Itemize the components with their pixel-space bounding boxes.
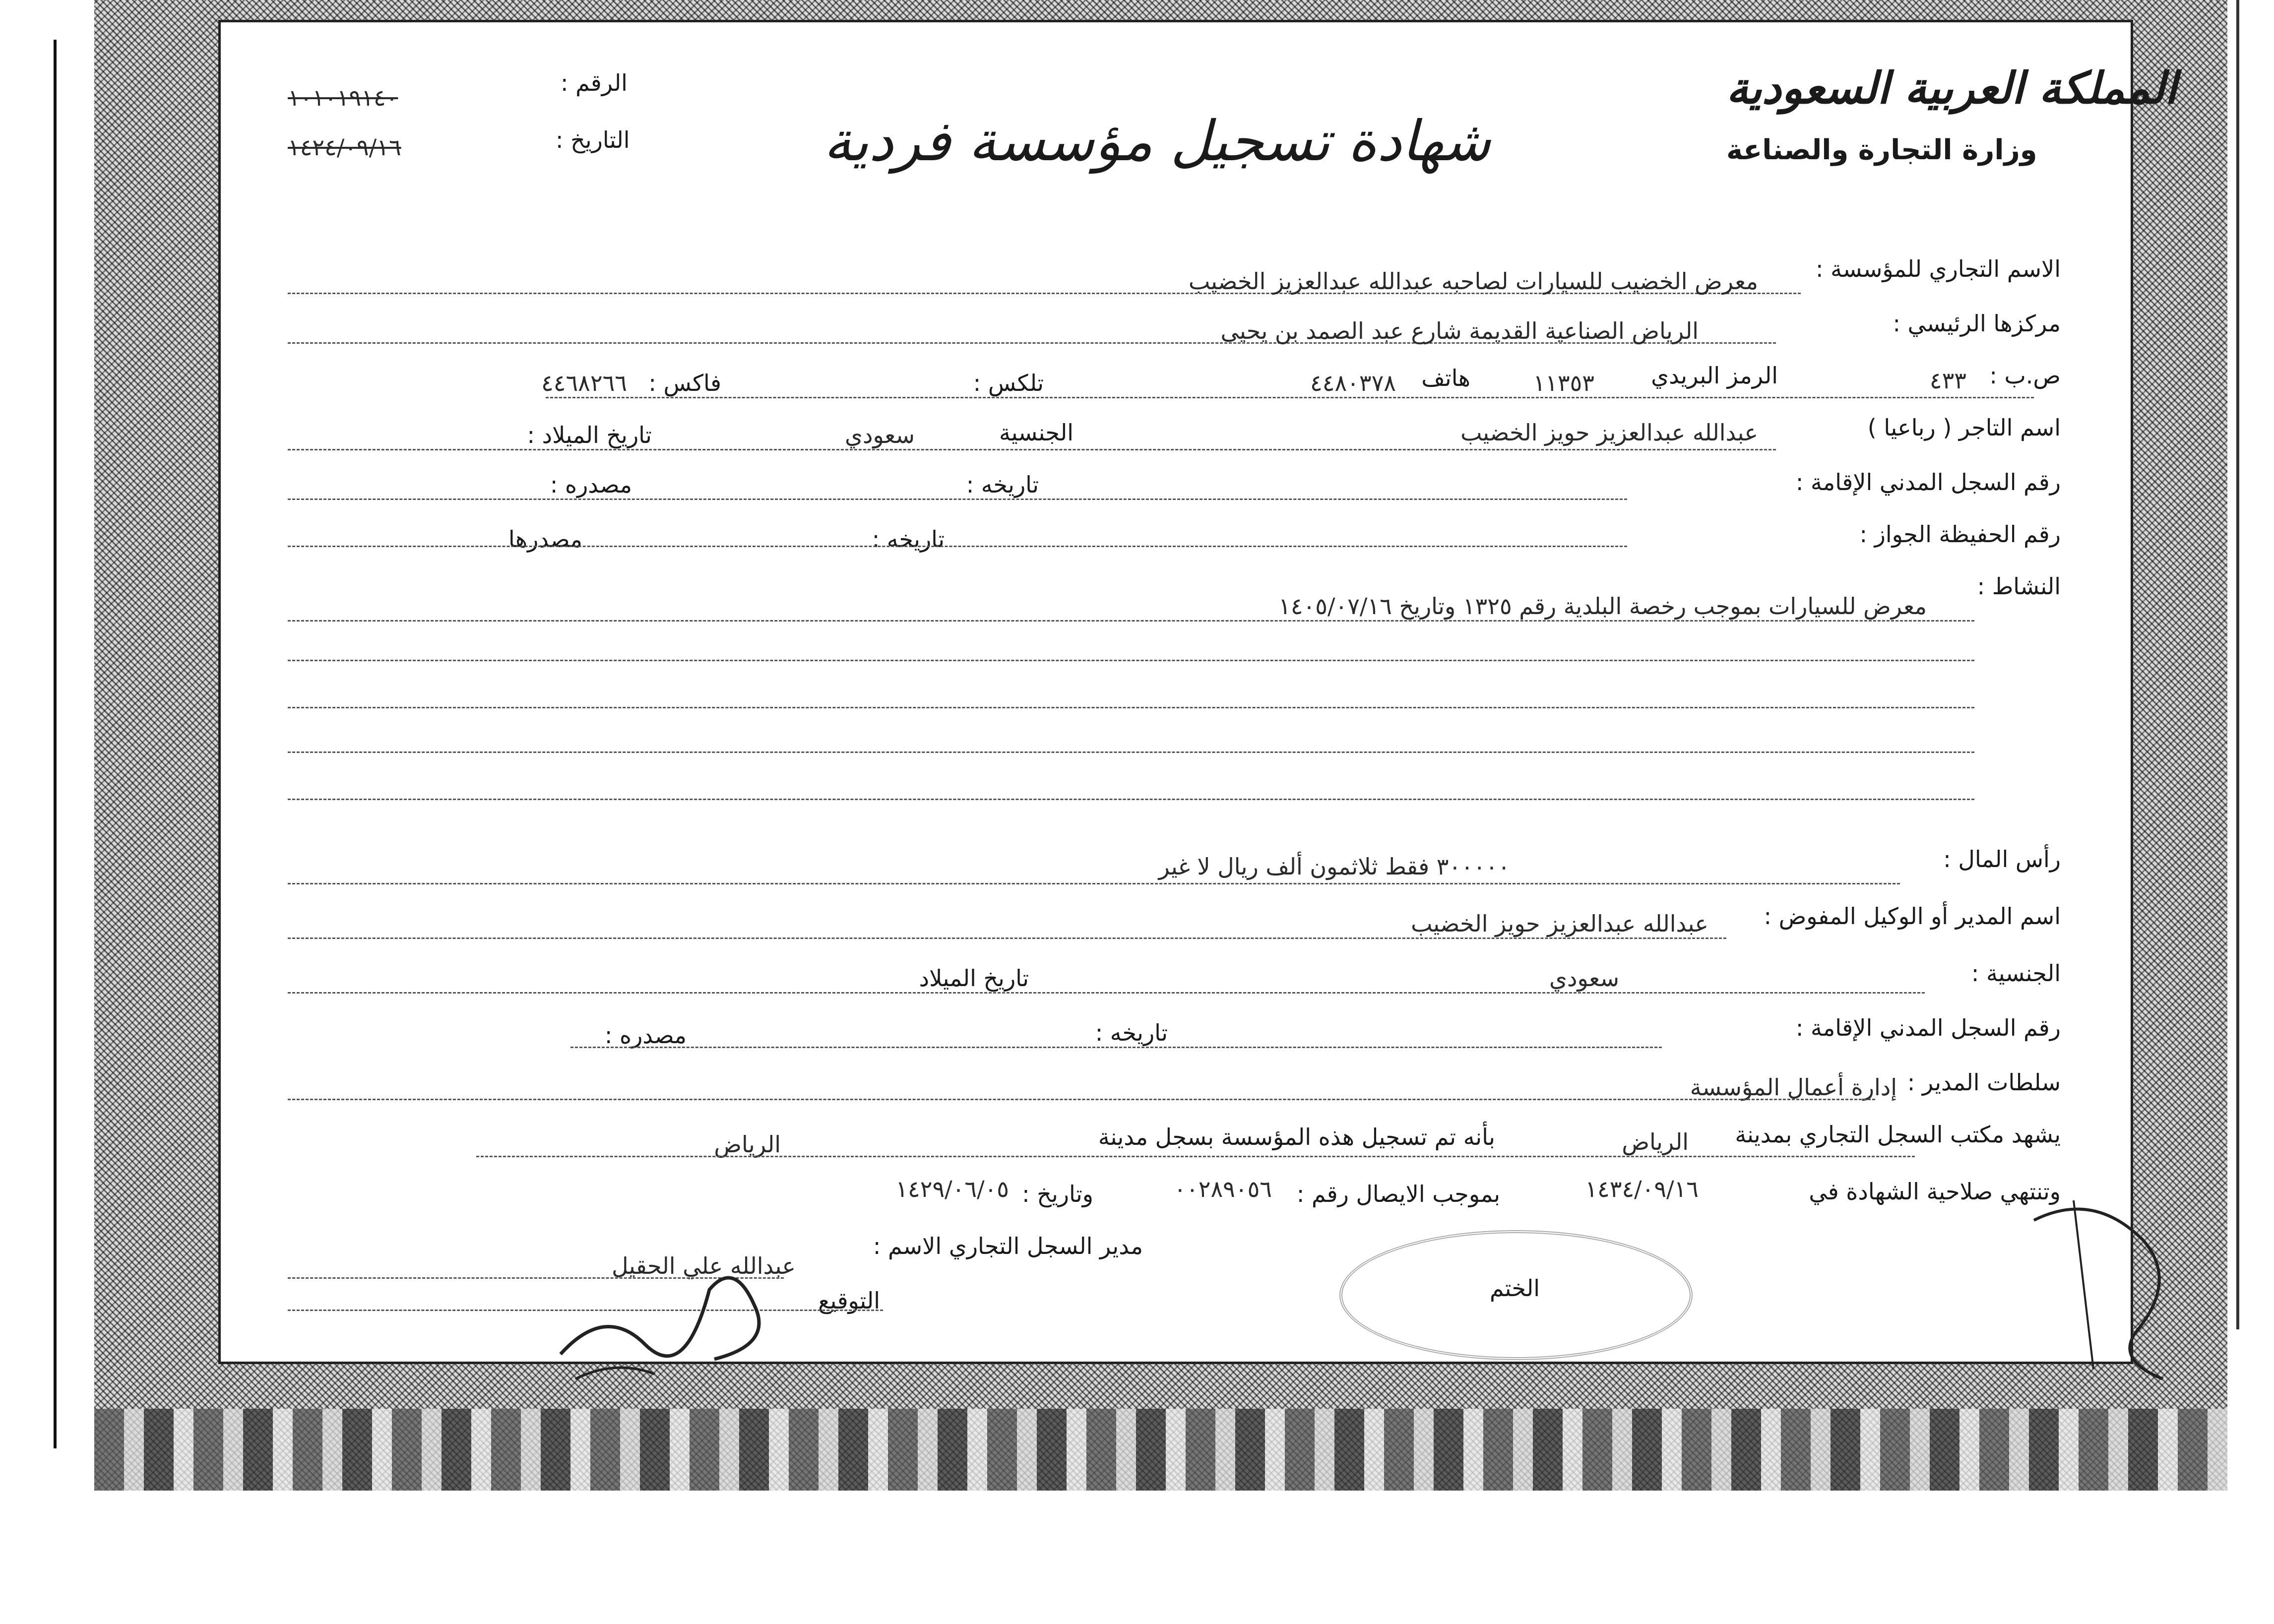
- signature-scribble: [546, 1230, 794, 1389]
- manager-nationality-label: الجنسية :: [1971, 960, 2061, 987]
- passport-source-label: مصدرها: [508, 526, 582, 553]
- postal-code-label: الرمز البريدي: [1651, 362, 1778, 389]
- passport-label: رقم الحفيظة الجواز :: [1859, 521, 2061, 548]
- telex-label: تلكس :: [973, 370, 1044, 396]
- scan-edge-left: [54, 40, 57, 1448]
- owner-civil-line: [288, 499, 1627, 500]
- registered-text: بأنه تم تسجيل هذه المؤسسة بسجل مدينة: [1098, 1124, 1495, 1150]
- fax-label: فاكس :: [648, 370, 721, 396]
- receipt-date: ١٤٢٩/٠٦/٠٥: [895, 1176, 1009, 1202]
- registered-city: الرياض: [714, 1131, 781, 1158]
- capital-label: رأس المال :: [1943, 846, 2061, 873]
- manager-nationality-line: [288, 992, 1925, 994]
- fax-value: ٤٤٦٨٢٦٦: [541, 370, 627, 396]
- date-label: التاريخ :: [556, 126, 630, 153]
- number-value: ١٠١٠١٩١٤٠: [288, 84, 398, 111]
- border-pattern-band: [94, 1409, 2227, 1491]
- manager-powers-label: سلطات المدير :: [1907, 1069, 2061, 1096]
- postal-code-value: ١١٣٥٣: [1533, 370, 1594, 396]
- hq-value: الرياض الصناعية القديمة شارع عبد الصمد بن يحيى: [1220, 317, 1699, 344]
- activity-line-4: [288, 751, 1974, 753]
- director-label: مدير السجل التجاري الاسم :: [873, 1233, 1143, 1259]
- owner-dob-label: تاريخ الميلاد :: [527, 422, 652, 448]
- activity-line-3: [288, 707, 1974, 708]
- phone-value: ٤٤٨٠٣٧٨: [1310, 370, 1396, 396]
- activity-line-2: [288, 660, 1974, 661]
- passport-date-label: تاريخه :: [872, 526, 945, 553]
- certification-line: [476, 1156, 1915, 1157]
- manager-name-value: عبدالله عبدالعزيز حويز الخضيب: [1411, 910, 1708, 937]
- scan-edge-right: [2236, 0, 2239, 1329]
- office-city: الرياض: [1622, 1128, 1689, 1155]
- stamp-label: الختم: [1490, 1275, 1540, 1302]
- receipt-text: بموجب الايصال رقم :: [1296, 1181, 1500, 1207]
- kingdom-heading: المملكة العربية السعودية: [1726, 62, 2177, 114]
- owner-nationality-value: سعودي: [845, 422, 915, 448]
- activity-line-5: [288, 799, 1974, 800]
- ministry-heading: وزارة التجارة والصناعة: [1726, 134, 2037, 166]
- manager-name-label: اسم المدير أو الوكيل المفوض :: [1764, 903, 2061, 930]
- owner-name-label: اسم التاجر ( رباعيا ): [1867, 414, 2061, 441]
- receipt-date-label: وتاريخ :: [1022, 1181, 1093, 1207]
- manager-powers-value: إدارة أعمال المؤسسة: [1690, 1074, 1897, 1101]
- validity-date: ١٤٣٤/٠٩/١٦: [1585, 1176, 1699, 1202]
- po-box-value: ٤٣٣: [1929, 367, 1966, 394]
- margin-scribble: [2014, 1181, 2212, 1389]
- trade-name-label: الاسم التجاري للمؤسسة :: [1816, 255, 2061, 282]
- manager-civil-label: رقم السجل المدني الإقامة :: [1795, 1014, 2061, 1041]
- trade-name-value: معرض الخضيب للسيارات لصاحبه عبدالله عبدالعزيز الخضيب: [1189, 268, 1758, 295]
- signature-label: التوقيع: [818, 1287, 880, 1314]
- contact-line: [546, 397, 2034, 398]
- certificate-body: [218, 20, 2133, 1364]
- activity-line-1: [288, 620, 1974, 622]
- po-box-label: ص.ب :: [1989, 362, 2061, 389]
- hq-label: مركزها الرئيسي :: [1893, 310, 2061, 337]
- manager-name-line: [288, 937, 1726, 939]
- validity-text: وتنتهي صلاحية الشهادة في: [1809, 1178, 2061, 1205]
- passport-line: [288, 546, 1627, 547]
- owner-civil-label: رقم السجل المدني الإقامة :: [1795, 469, 2061, 496]
- owner-nationality-label: الجنسية: [999, 419, 1074, 446]
- capital-value: ٣٠٠٠٠٠ فقط ثلاثمون ألف ريال لا غير: [1158, 853, 1510, 880]
- owner-name-value: عبدالله عبدالعزيز حويز الخضيب: [1460, 419, 1758, 446]
- director-name: عبدالله علي الحقيل: [612, 1252, 796, 1279]
- capital-line: [288, 883, 1900, 884]
- date-value: ١٤٢٤/٠٩/١٦: [288, 134, 401, 161]
- owner-civil-source-label: مصدره :: [550, 471, 632, 498]
- owner-line: [288, 449, 1776, 450]
- activity-value: معرض للسيارات بموجب رخصة البلدية رقم ١٣٢٥ وتاريخ ١٤٠٥/٠٧/١٦: [1278, 593, 1927, 620]
- receipt-number: ٠٠٢٨٩٠٥٦: [1174, 1176, 1272, 1202]
- manager-nationality-value: سعودي: [1549, 965, 1619, 992]
- office-text: يشهد مكتب السجل التجاري بمدينة: [1735, 1121, 2061, 1148]
- manager-civil-date-label: تاريخه :: [1095, 1019, 1168, 1046]
- number-label: الرقم :: [561, 69, 628, 96]
- owner-civil-date-label: تاريخه :: [966, 471, 1039, 498]
- certificate-title: شهادة تسجيل مؤسسة فردية: [823, 109, 1491, 174]
- manager-civil-source-label: مصدره :: [604, 1022, 687, 1049]
- manager-powers-line: [288, 1099, 1875, 1100]
- manager-civil-line: [570, 1047, 1662, 1048]
- phone-label: هاتف: [1421, 365, 1470, 391]
- manager-dob-label: تاريخ الميلاد: [919, 965, 1029, 992]
- activity-label: النشاط :: [1977, 573, 2061, 600]
